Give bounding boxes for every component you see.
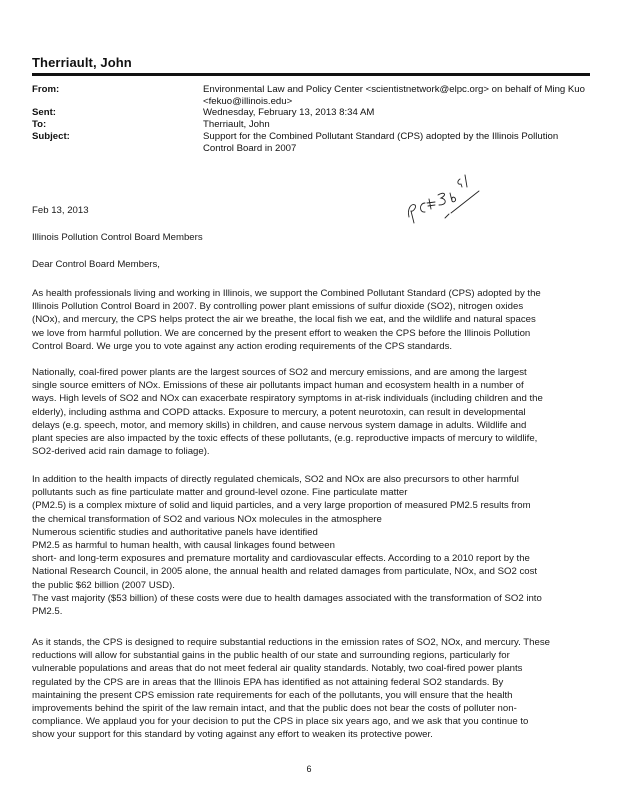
paragraph-line: plant species are also impacted by the toxic effects of these pollutants, (e.g. reproductive impacts of mercury to wildlife, [32, 433, 538, 445]
paragraph-line: National Research Council, in 2005 alone, the annual health and related damages from particulate, NOx, and SO2 cost [32, 566, 538, 578]
paragraph-line: show your support for this standard by voting against any effort to weaken its protective power. [32, 729, 433, 741]
paragraph-line: reductions will allow for substantial gains in the public health of our state and surrounding regions, particularly for [32, 650, 510, 662]
owner-title: Therriault, John [32, 55, 132, 70]
paragraph-line: (PM2.5) is a complex mixture of solid and liquid particles, and a very large proportion of measured PM2.5 results from [32, 500, 531, 512]
paragraph-line: (NOx), and mercury, the CPS helps protect the air we breathe, the local fish we eat, and the wildlife and natural spaces [32, 314, 536, 326]
paragraph-line: the chemical transformation of SO2 and various NOx molecules in the atmosphere [32, 513, 382, 525]
header-subject-label: Subject: [32, 131, 70, 142]
paragraph-line: maintaining the present CPS emission rate requirements for each of the pollutants, you will ensure that the health [32, 689, 513, 701]
paragraph-line: we love from harmful pollution. We are concerned by the present effort to weaken the CPS before the Illinois Pollution [32, 327, 531, 339]
paragraph-line: ways. High levels of SO2 and NOx can exacerbate respiratory symptoms in at-risk individuals (including children and the [32, 393, 543, 405]
paragraph-line: As it stands, the CPS is designed to require substantial reductions in the emission rates of SO2, NOx, and mercury. These [32, 637, 550, 648]
paragraph-line: As health professionals living and working in Illinois, we support the Combined Pollutant Standard (CPS) adopted by the [32, 288, 541, 299]
paragraph-line: regulated by the CPS are in areas that the Illinois EPA has identified as not attaining federal SO2 standards. By [32, 676, 504, 688]
paragraph-line: Numerous scientific studies and authoritative panels have identified [32, 526, 318, 538]
paragraph-line: PM2.5. [32, 606, 63, 618]
title-divider [32, 73, 590, 76]
paragraph-line: Illinois Pollution Control Board in 2007. By controlling power plant emissions of sulfur dioxide (SO2), nitrogen oxides [32, 301, 524, 313]
paragraph-line: compliance. We applaud you for your decision to put the CPS in place six years ago, and we ask that you continue to [32, 716, 529, 728]
letter-recipient: Illinois Pollution Control Board Members [32, 232, 203, 243]
paragraph-line: Control Board. We urge you to vote against any action eroding requirements of the CPS standards. [32, 340, 453, 352]
letter-date: Feb 13, 2013 [32, 205, 89, 216]
header-to-value: Therriault, John [203, 119, 270, 130]
paragraph-line: Nationally, coal-fired power plants are the largest sources of SO2 and mercury emissions, and are among the largest [32, 367, 527, 378]
header-sent-label: Sent: [32, 107, 56, 118]
header-from-value: Environmental Law and Policy Center <scientistnetwork@elpc.org> on behalf of Ming Kuo <fekuo@illinois.edu> [203, 84, 585, 107]
paragraph-line: delays (e.g. speech, motor, and memory skills) in children, and cause nervous system damage in adults. Wildlife and [32, 419, 527, 431]
paragraph-line: the public $62 billion (2007 USD). [32, 579, 175, 591]
paragraph-line: improvements behind the spirit of the law remain intact, and that the public does not bear the costs of polluter non- [32, 703, 517, 715]
header-sent-value: Wednesday, February 13, 2013 8:34 AM [203, 107, 375, 118]
page-number: 6 [306, 764, 312, 774]
paragraph-3 [32, 473, 588, 618]
header-to-label: To: [32, 119, 47, 130]
paragraph-line: vulnerable populations and areas that do not meet federal air quality standards. Notably, two coal-fired power plants [32, 663, 523, 675]
letter-salutation: Dear Control Board Members, [32, 259, 160, 270]
paragraph-1 [32, 287, 588, 353]
paragraph-line: single source emitters of NOx. Emissions of these air pollutants impact human and ecosystem health in a number of [32, 380, 524, 392]
paragraph-line: short- and long-term exposures and premature mortality and cardiovascular effects. According to a 2010 report by the [32, 553, 530, 565]
paragraph-line: pollutants such as fine particulate matter and ground-level ozone. Fine particulate matter [32, 487, 408, 499]
paragraph-line: The vast majority ($53 billion) of these costs were due to health damages associated with the transformation of SO2 into [32, 592, 542, 604]
paragraph-line: elderly), including asthma and COPD attacks. Exposure to mercury, a potent neurotoxin, can result in developmental [32, 406, 526, 418]
paragraph-line: In addition to the health impacts of directly regulated chemicals, SO2 and NOx are also precursors to other harmful [32, 474, 519, 485]
paragraph-line: SO2-derived acid rain damage to foliage). [32, 446, 210, 458]
paragraph-2 [32, 366, 588, 458]
paragraph-line: PM2.5 as harmful to human health, with causal linkages found between [32, 540, 335, 552]
header-from-label: From: [32, 84, 60, 95]
header-subject-value: Support for the Combined Pollutant Standard (CPS) adopted by the Illinois Pollution Control Board in 2007 [203, 131, 559, 154]
paragraph-4 [32, 636, 588, 742]
